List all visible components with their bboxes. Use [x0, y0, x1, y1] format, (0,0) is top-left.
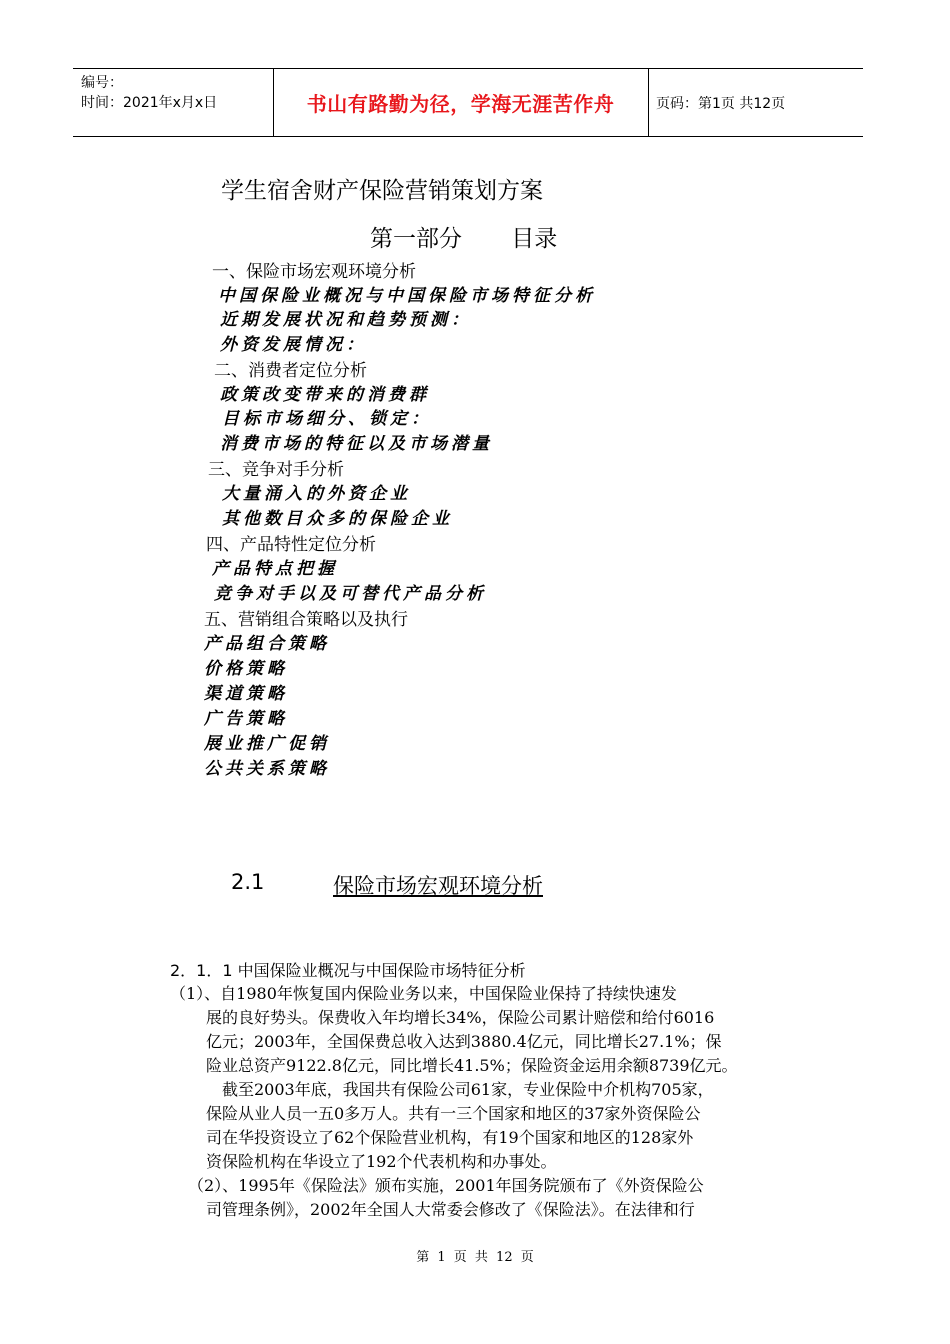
header-divider	[648, 69, 649, 136]
body-line: 司在华投资设立了62个保险营业机构，有19个国家和地区的128家外	[206, 1128, 694, 1147]
toc-item: 展业推广促销	[204, 734, 330, 754]
header-motto: 书山有路勤为径，学海无涯苦作舟	[306, 92, 615, 116]
body-line: 资保险机构在华设立了192个代表机构和办事处。	[206, 1152, 557, 1171]
body-line: 保险从业人员一五0多万人。共有一三个国家和地区的37家外资保险公	[206, 1104, 701, 1123]
page-header	[73, 68, 863, 137]
toc-item: 产品组合策略	[204, 634, 330, 654]
toc-section: 一、保险市场宏观环境分析	[212, 262, 416, 282]
body-line: 截至2003年底，我国共有保险公司61家，专业保险中介机构705家，	[206, 1080, 714, 1099]
toc-item: 近期发展状况和趋势预测：	[220, 310, 472, 330]
section-title: 保险市场宏观环境分析	[333, 874, 543, 898]
body-line: （2）、1995年《保险法》颁布实施，2001年国务院颁布了《外资保险公	[188, 1176, 704, 1195]
document-subtitle: 第一部分 目录	[370, 226, 558, 252]
header-number-label: 编号：	[81, 75, 123, 91]
body-line: 司管理条例》，2002年全国人大常委会修改了《保险法》。在法律和行	[206, 1200, 695, 1219]
body-line: 展的良好势头。保费收入年均增长34%，保险公司累计赔偿和给付6016	[206, 1008, 715, 1027]
toc-item: 竞争对手以及可替代产品分析	[214, 584, 487, 604]
toc-item: 价格策略	[204, 659, 288, 679]
header-meta	[81, 73, 217, 113]
toc-item: 消费市场的特征以及市场潜量	[220, 434, 493, 454]
toc-item: 公共关系策略	[204, 759, 330, 779]
body-line: （1）、自1980年恢复国内保险业务以来，中国保险业保持了持续快速发	[170, 984, 677, 1003]
toc-item: 政策改变带来的消费群	[220, 385, 430, 405]
body-text	[170, 982, 830, 1222]
toc-item: 大量涌入的外资企业	[222, 484, 411, 504]
toc-item: 外资发展情况：	[220, 335, 367, 355]
toc-section: 五、营销组合策略以及执行	[204, 610, 408, 630]
toc-item: 产品特点把握	[212, 559, 338, 579]
toc-item: 中国保险业概况与中国保险市场特征分析	[218, 286, 596, 306]
toc-item: 目标市场细分、锁定：	[222, 409, 432, 429]
toc-section: 三、竞争对手分析	[208, 460, 344, 480]
page-footer: 第 1 页 共 12 页	[416, 1250, 534, 1265]
header-time-label: 时间：2021年x月x日	[81, 95, 218, 111]
subsection-heading: 2．1．1 中国保险业概况与中国保险市场特征分析	[170, 961, 526, 980]
toc-section: 二、消费者定位分析	[214, 361, 367, 381]
body-line: 亿元；2003年，全国保费总收入达到3880.4亿元，同比增长27.1%；保	[206, 1032, 722, 1051]
body-line: 险业总资产9122.8亿元，同比增长41.5%；保险资金运用余额8739亿元。	[206, 1056, 738, 1075]
toc-item: 渠道策略	[204, 684, 288, 704]
toc-section: 四、产品特性定位分析	[206, 535, 376, 555]
toc-item: 广告策略	[204, 709, 288, 729]
section-number: 2.1	[231, 870, 265, 894]
toc-item: 其他数目众多的保险企业	[222, 509, 453, 529]
document-title: 学生宿舍财产保险营销策划方案	[221, 178, 543, 204]
header-page-info: 页码：第1页 共12页	[656, 96, 786, 112]
